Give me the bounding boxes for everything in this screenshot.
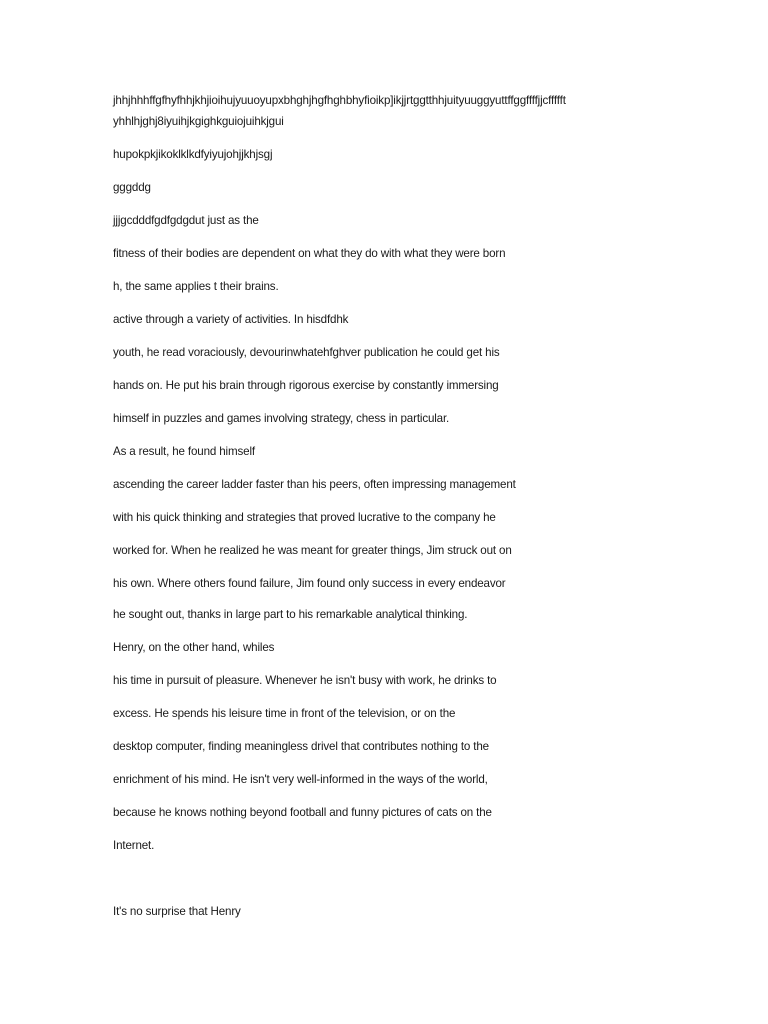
text-line: he sought out, thanks in large part to his remarkable analytical thinking. bbox=[113, 608, 468, 621]
text-line: As a result, he found himself bbox=[113, 445, 255, 458]
text-line: his own. Where others found failure, Jim found only success in every endeavor bbox=[113, 577, 506, 590]
text-line: It's no surprise that Henry bbox=[113, 905, 241, 918]
text-line: himself in puzzles and games involving strategy, chess in particular. bbox=[113, 412, 450, 425]
text-line: excess. He spends his leisure time in front of the television, or on the bbox=[113, 707, 456, 720]
text-line: fitness of their bodies are dependent on what they do with what they were born bbox=[113, 247, 506, 260]
text-line: gggddg bbox=[113, 181, 151, 194]
text-line: jjjgcdddfgdfgdgdut just as the bbox=[113, 214, 259, 227]
text-line: hands on. He put his brain through rigorous exercise by constantly immersing bbox=[113, 379, 499, 392]
text-line: jhhjhhhffgfhyfhhjkhjioihujyuuoyupxbhghjhgfhghbhyfioikp]ikjjrtggtthhjuityuuggyuttffggffffjjcffffft bbox=[113, 94, 566, 107]
text-line: ascending the career ladder faster than his peers, often impressing management bbox=[113, 478, 516, 491]
text-line: with his quick thinking and strategies that proved lucrative to the company he bbox=[113, 511, 496, 524]
text-line: because he knows nothing beyond football and funny pictures of cats on the bbox=[113, 806, 492, 819]
text-line: hupokpkjikoklklkdfyiyujohjjkhjsgj bbox=[113, 148, 273, 161]
text-line: yhhlhjghj8iyuihjkgighkguiojuihkjgui bbox=[113, 115, 284, 128]
text-line: Internet. bbox=[113, 839, 155, 852]
text-line: his time in pursuit of pleasure. Whenever he isn't busy with work, he drinks to bbox=[113, 674, 497, 687]
text-line: Henry, on the other hand, whiles bbox=[113, 641, 275, 654]
text-line: desktop computer, finding meaningless drivel that contributes nothing to the bbox=[113, 740, 489, 753]
text-line: worked for. When he realized he was meant for greater things, Jim struck out on bbox=[113, 544, 512, 557]
text-line: enrichment of his mind. He isn't very well-informed in the ways of the world, bbox=[113, 773, 488, 786]
text-line: youth, he read voraciously, devourinwhatehfghver publication he could get his bbox=[113, 346, 500, 359]
text-line: active through a variety of activities. In hisdfdhk bbox=[113, 313, 349, 326]
text-line: h, the same applies t their brains. bbox=[113, 280, 279, 293]
